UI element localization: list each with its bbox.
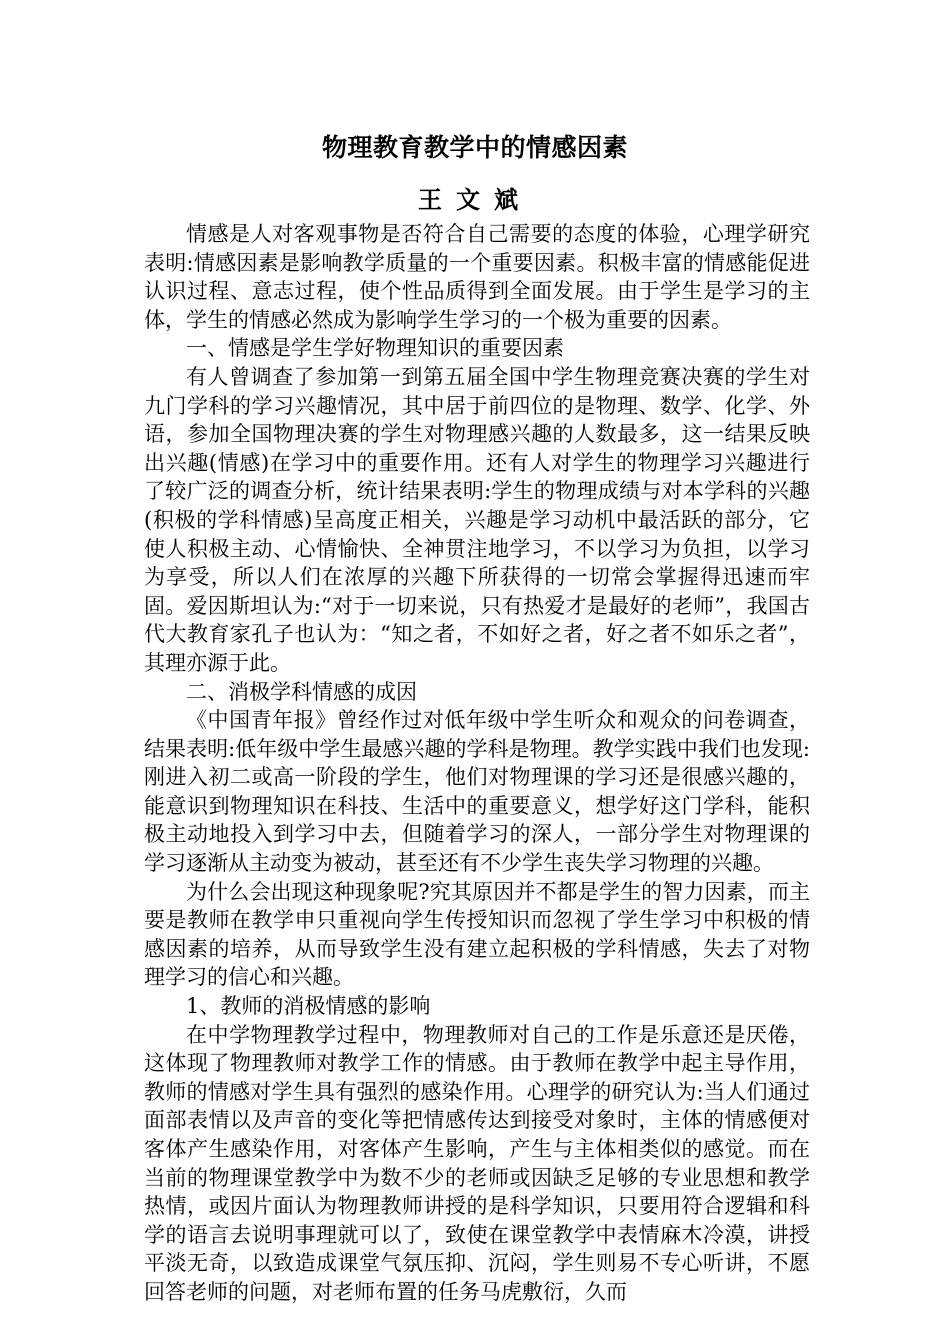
author-name: 王文斌: [418, 186, 532, 214]
subsection-heading-1: 1、教师的消极情感的影响: [186, 994, 431, 1019]
paragraph-reason: 为什么会出现这种现象呢?究其原因并不都是学生的智力因素，而主要是教师在教学申只重视向学生传授知识而忽视了学生学习中积极的情感因素的培养，从而导致学生没有建立起积极的学科情感，失去了对物理学习的信心和兴趣。: [144, 879, 810, 990]
paragraph-intro: 情感是人对客观事物是否符合自己需要的态度的体验，心理学研究表明:情感因素是影响教学质量的一个重要因素。积极丰富的情感能促进认识过程、意志过程，使个性品质得到全面发展。由于学生是学习的主体，学生的情感必然成为影响学生学习的一个极为重要的因素。: [144, 222, 810, 332]
document-body: [144, 220, 810, 1307]
section-heading-1: 一、情感是学生学好物理知识的重要因素: [186, 336, 564, 361]
document-title: 物理教育教学中的情感因素: [321, 133, 628, 162]
paragraph-youth-daily: 《中国青年报》曾经作过对低年级中学生听众和观众的问卷调查，结果表明:低年级中学生最感兴趣的学科是物理。教学实践中我们也发现:刚进入初二或高一阶段的学生，他们对物理课的学习还是很感兴趣的，能意识到物理知识在科技、生活中的重要意义，想学好这门学科，能积极主动地投入到学习中去，但随着学习的深人，一部分学生对物理课的学习逐渐从主动变为被动，甚至还有不少学生丧失学习物理的兴趣。: [144, 708, 810, 876]
paragraph-teacher-emotion: 在中学物理教学过程中，物理教师对自己的工作是乐意还是厌倦，这体现了物理教师对教学工作的情感。由于教师在教学中起主导作用，教师的情感对学生具有强烈的感染作用。心理学的研究认为:当人们通过面部表情以及声音的变化等把情感传达到接受对象时，主体的情感便对客体产生感染作用，对客体产生影响，产生与主体相类似的感觉。而在当前的物理课堂教学中为数不少的老师或因缺乏足够的专业思想和教学热情，或因片面认为物理教师讲授的是科学知识，只要用符合逻辑和科学的语言去说明事理就可以了，致使在课堂教学中表情麻木冷漠，讲授平淡无奇，以致造成课堂气氛压抑、沉闷，学生则易不专心听讲，不愿回答老师的问题，对老师布置的任务马虎敷衍，久而: [144, 1022, 810, 1304]
section-heading-2: 二、消极学科情感的成因: [186, 679, 417, 704]
paragraph-survey: 有人曾调查了参加第一到第五届全国中学生物理竞赛决赛的学生对九门学科的学习兴趣情况，其中居于前四位的是物理、数学、化学、外语，参加全国物理决赛的学生对物理感兴趣的人数最多，这一结果反映出兴趣(情感)在学习中的重要作用。还有人对学生的物理学习兴趣进行了较广泛的调查分析，统计结果表明:学生的物理成绩与对本学科的兴趣(积极的学科情感)呈高度正相关，兴趣是学习动机中最活跃的部分，它使人积极主动、心情愉快、全神贯注地学习，不以学习为负担，以学习为享受，所以人们在浓厚的兴趣下所获得的一切常会掌握得迅速而牢固。爱因斯坦认为:“对于一切来说，只有热爱才是最好的老师”，我国古代大教育家孔子也认为：“知之者，不如好之者，好之者不如乐之者”，其理亦源于此。: [144, 364, 810, 675]
